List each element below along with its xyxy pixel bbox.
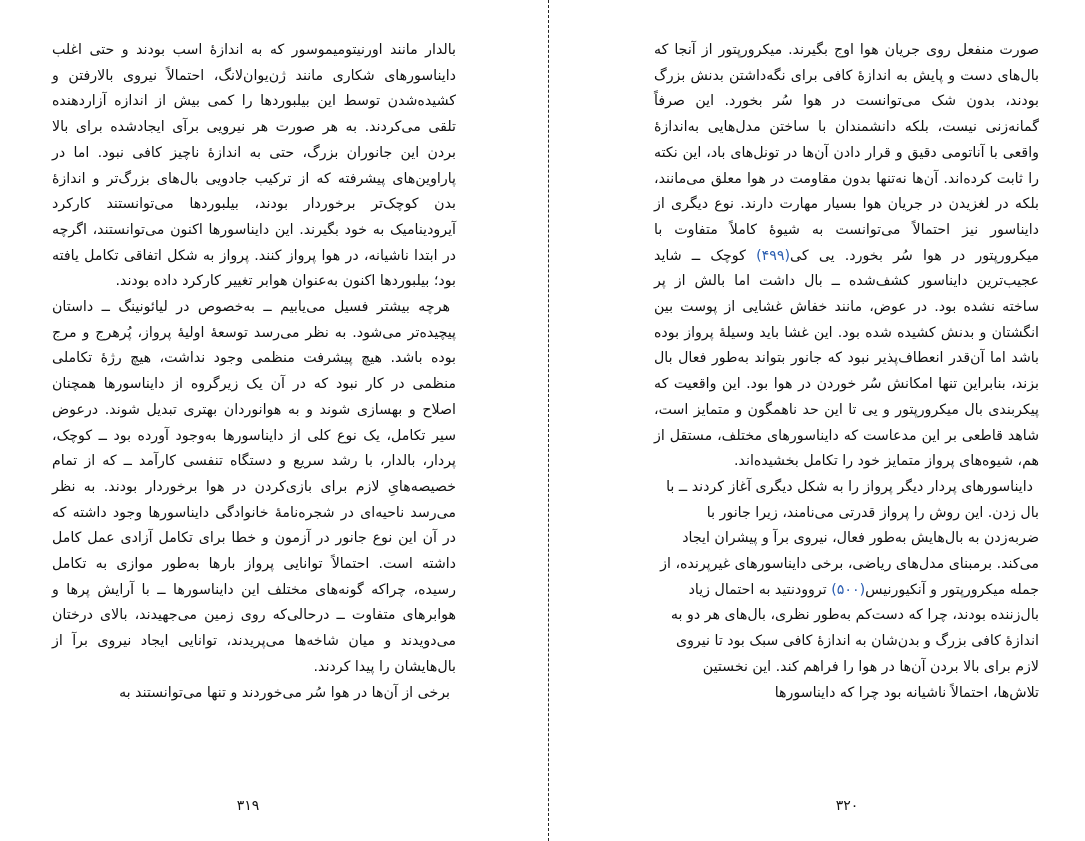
right-paragraph-2-part-b: تروودنتید به احتمال زیاد بال‌زننده بودند، چرا که دست‌کم به‌طور نظری، بال‌های هر دو به اندازهٔ کافی بزرگ و بدن‌شان به اندازهٔ کافی سبک بود تا نیروی لازم برای بالا بردن آن‌ها در هوا را فراهم کند. این نخستین تلاش‌ها، احتمالاً ناشیانه بود چرا که دایناسورها bbox=[670, 581, 1039, 701]
right-paragraph-1-part-a: صورت منفعل روی جریان هوا اوج بگیرند. میکرورپتور از آنجا که بال‌های دست و پایش به اندازهٔ کافی برای نگه‌داشتن بدنش بزرگ بودند، بدون شک می‌توانست در هوا سُر بخورد. این صرفاً گمانه‌زنی نیست، بلکه دانشمندان با ساختن مدل‌هایی به‌اندازهٔ واقعی با آناتومی دقیق و قرار دادن آن‌ها در تونل‌های باد، این نکته را ثابت کرده‌اند. آن‌ها نه‌تنها بدون مقاومت در هوا معلق می‌مانند، بلکه در لغزیدن در جریان هوا بسیار مهارت دارند. نوع دیگری از دایناسور نیز احتمالاً می‌توانست به شیوهٔ کاملاً متفاوت با میکرورپتور در هوا سُر بخورد. یی کی bbox=[654, 42, 1039, 264]
left-paragraph-2: هرچه بیشتر فسیل می‌یابیم ــ به‌خصوص در لیائونینگ ــ داستان پیچیده‌تر می‌شود. به نظر می‌رسد توسعهٔ اولیهٔ پرواز، پُرهرج و مرج بوده باشد. هیچ پیشرفت منظمی وجود نداشت، هیچ رژهٔ تکاملی منظمی در کار نبود که در آن یک زیرگروه از دایناسورها همچنان اصلاح و بهسازی شوند و به هوانوردان بهتری تبدیل شوند. درعوض سیر تکامل، یک نوع کلی از دایناسورها به‌وجود آورده بود ــ کوچک، پردار، بالدار، با رشد سریع و دستگاه تنفسی کارآمد ــ که از تمام خصیصه‌هایِ لازم برای بازی‌کردن در هوا برخوردار بودند. به نظر می‌رسد ناحیه‌ای در شجره‌نامهٔ خانوادگی دایناسورها وجود داشته که در آن این نوع جانور در آزمون و خطا برای تکامل آزادی عمل کامل داشته است. احتمالاً توانایی پرواز بارها به‌طور موازی به تکامل رسیده، چراکه گونه‌های مختلف این دایناسورها ــ با آرایش پرها و هوابرهای متفاوت ــ درحالی‌که روی زمین می‌جهیدند، بالای درختان می‌دویدند و میان شاخه‌ها می‌پریدند، توانایی ایجاد نیروی برآ از بال‌هایشان را پیدا کردند. bbox=[52, 299, 456, 675]
left-paragraph-1: بالدار مانند اورنیتومیموسور که به اندازهٔ اسب بودند و حتی اغلب دایناسورهای شکاری مانند ژن‌یوان‌لانگ، احتمالاً نیروی بالارفتن و کشیده‌شدن توسط این بیلبوردها را کمی بیش از اندازه آزاردهنده تلقی می‌کردند. به هر صورت هر نیرویی برآی ایجادشده برای بالا بردن این جانوران بزرگ، حتی به اندازهٔ ناچیز کافی نبود. اما در پاراوین‌های پیشرفته که از ترکیب جادویی بال‌های بزرگ‌تر و اندازهٔ بدن کوچک‌تر برخوردار بودند، بیلبوردها می‌توانستند کارکرد آیرودینامیک به خود بگیرند. این دایناسورها اکنون می‌توانستند، اگرچه در ابتدا ناشیانه، در هوا پرواز کنند. پرواز به شکل اتفاقی تکامل یافته بود؛ بیلبوردها اکنون به‌عنوان هوابر تغییر کارکرد داده بودند. bbox=[52, 42, 456, 290]
right-paragraph-2 bbox=[654, 475, 1039, 706]
footnote-reference-500[interactable]: (۵۰۰) bbox=[831, 581, 866, 598]
right-paragraph-1 bbox=[654, 38, 1039, 475]
right-page bbox=[551, 0, 1085, 841]
right-page-text bbox=[654, 38, 1039, 706]
left-page-number: ۳۱۹ bbox=[236, 798, 260, 814]
right-paragraph-2-part-a: دایناسورهای پردار دیگر پرواز را به شکل دیگری آغاز کردند ــ با بال زدن. این روش را پرواز قدرتی می‌نامند، زیرا جانور با ضربه‌زدن به بال‌هایش به‌طور فعال، نیروی برآ و پیشران ایجاد می‌کند. برمبنای مدل‌های ریاضی، برخی دایناسورهای غیرپرنده، از جمله میکرورپتور و آنکیورنیس bbox=[660, 478, 1039, 598]
right-paragraph-1-part-b: کوچک ــ شاید عجیب‌ترین دایناسور کشف‌شده ــ بال داشت اما بالش از پر ساخته نشده بود. در عوض، مانند خفاش غشایی از پوست بین انگشتان و بدنش کشیده شده بود. این غشا باید وسیلهٔ پرواز بوده باشد اما آن‌قدر انعطاف‌پذیر نبود که جانور بتواند به‌طور فعال بال بزند، بنابراین تنها امکانش سُر خوردن در هوا بود. این واقعیت که پیکربندی بال میکرورپتور و یی تا این حد ناهمگون و متمایز است، شاهد قاطعی بر این مدعاست که دایناسورهای مختلف، مستقل از هم، شیوه‌های پرواز متمایز خود را تکامل بخشیده‌اند. bbox=[654, 247, 1039, 470]
right-page-number: ۳۲۰ bbox=[835, 798, 859, 814]
footnote-reference-499[interactable]: (۴۹۹) bbox=[756, 247, 791, 264]
left-paragraph-3: برخی از آن‌ها در هوا سُر می‌خوردند و تنها می‌توانستند به bbox=[119, 684, 450, 701]
page-gutter-divider bbox=[548, 0, 549, 841]
left-page-text bbox=[52, 38, 456, 706]
